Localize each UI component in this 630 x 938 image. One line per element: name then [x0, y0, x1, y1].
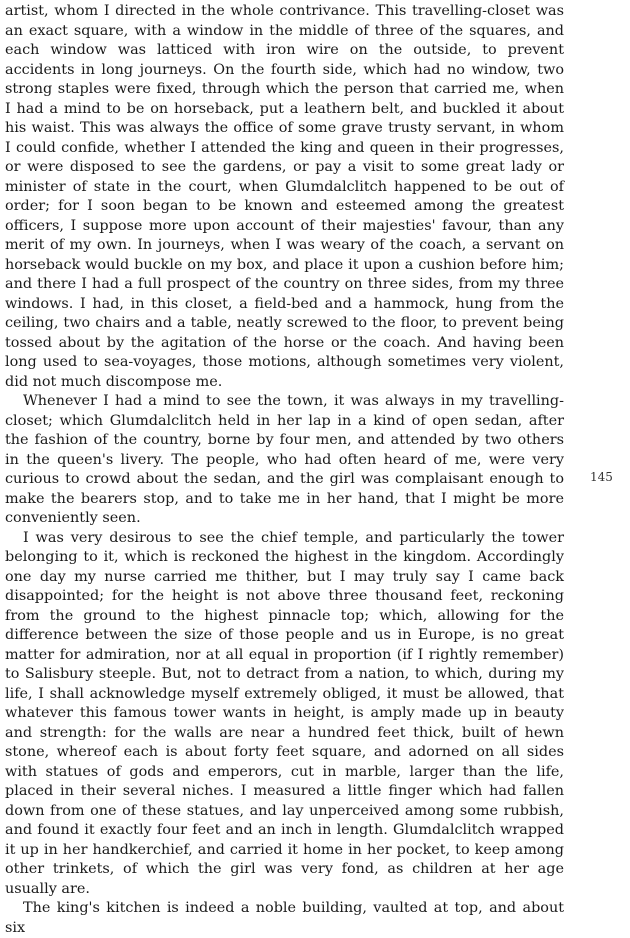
paragraph-4: The king's kitchen is indeed a noble building, vaulted at top, and about six — [5, 900, 564, 936]
page-number: 145 — [590, 470, 613, 484]
paragraph-3: I was very desirous to see the chief temple, and particularly the tower belonging to it, which is reckoned the highest in the kingdom. Accordingly one day my nurse carried me thither, but I may truly say I came back disappointed; for the height is not above three thousand feet, reckoning from the ground to the highest pinnacle top; which, allowing for the difference between the size of those people and us in Europe, is no great matter for admiration, nor at all equal in proportion (if I rightly remember) to Salisbury steeple. But, not to detract from a nation, to which, during my life, I shall acknowledge myself extremely obliged, it must be allowed, that whatever this famous tower wants in height, is amply made up in beauty and strength: for the walls are near a hundred feet thick, built of hewn stone, whereof each is about forty feet square, and adorned on all sides with statues of gods and emperors, cut in marble, larger than the life, placed in their several niches. I measured a little finger which had fallen down from one of these statues, and lay unperceived among some rubbish, and found it exactly four feet and an inch in length. Glumdalclitch wrapped it up in her handkerchief, and carried it home in her pocket, to keep among other trinkets, of which the girl was very fond, as children at her age usually are. — [5, 529, 564, 897]
paragraph-1: artist, whom I directed in the whole contrivance. This travelling-closet was an exact square, with a window in the middle of three of the squares, and each window was latticed with iron wire on the outside, to prevent accidents in long journeys. On the fourth side, which had no window, two strong staples were fixed, through which the person that carried me, when I had a mind to be on horseback, put a leathern belt, and buckled it about his waist. This was always the office of some grave trusty servant, in whom I could confide, whether I attended the king and queen in their progresses, or were disposed to see the gardens, or pay a visit to some great lady or minister of state in the court, when Glumdalclitch happened to be out of order; for I soon began to be known and esteemed among the greatest officers, I suppose more upon account of their majesties' favour, than any merit of my own. In journeys, when I was weary of the coach, a servant on horseback would buckle on my box, and place it upon a cushion before him; and there I had a full prospect of the country on three sides, from my three windows. I had, in this closet, a field-bed and a hammock, hung from the ceiling, two chairs and a table, neatly screwed to the floor, to prevent being tossed about by the agitation of the horse or the coach. And having been long used to sea-voyages, those motions, although sometimes very violent, did not much discompose me. — [5, 3, 564, 390]
body-text — [5, 2, 564, 938]
paragraph-2: Whenever I had a mind to see the town, it was always in my travelling-closet; which Glumdalclitch held in her lap in a kind of open sedan, after the fashion of the country, borne by four men, and attended by two others in the queen's livery. The people, who had often heard of me, were very curious to crowd about the sedan, and the girl was complaisant enough to make the bearers stop, and to take me in her hand, that I might be more conveniently seen. — [5, 393, 564, 526]
